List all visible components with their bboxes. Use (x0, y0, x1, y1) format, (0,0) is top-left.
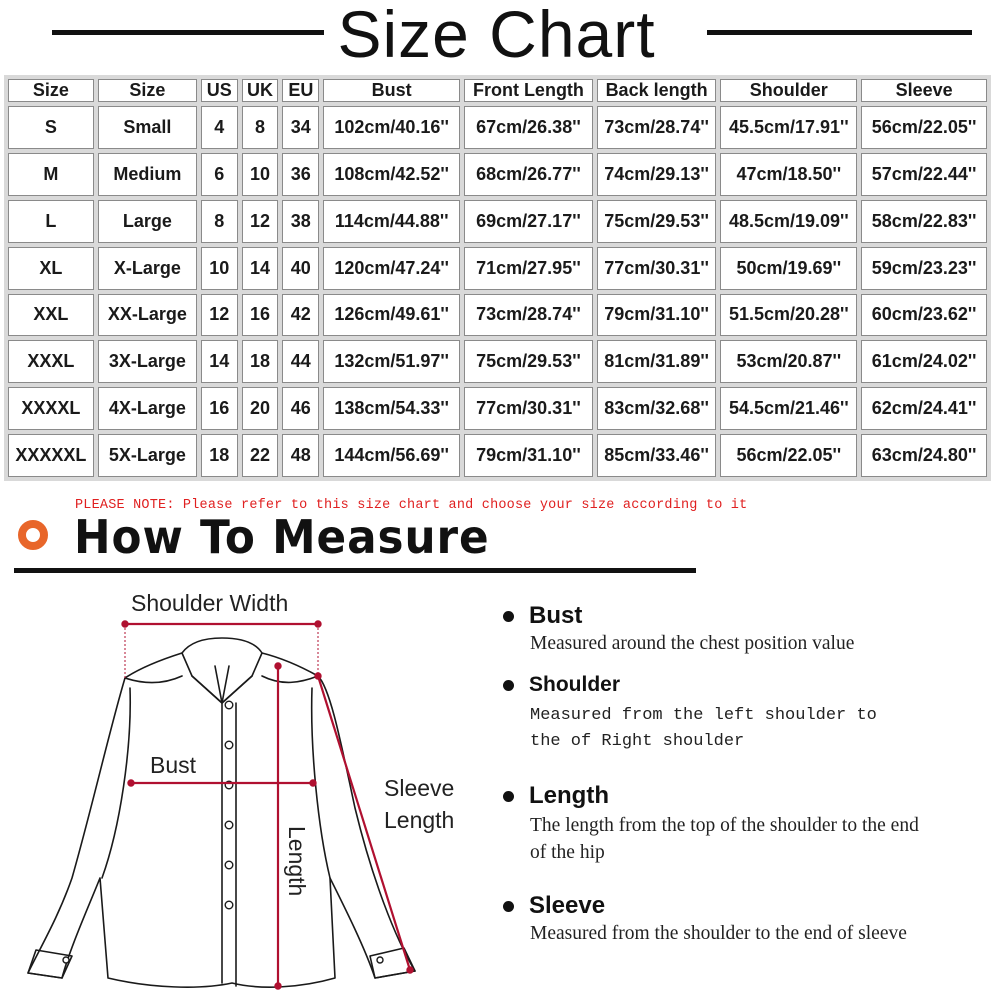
cell-size-name: Medium (98, 153, 197, 196)
cell-front-length: 75cm/29.53'' (464, 340, 593, 383)
cell-uk: 12 (242, 200, 279, 243)
cell-us: 4 (201, 106, 238, 149)
item-heading-text: Length (529, 782, 609, 809)
cell-sleeve: 60cm/23.62'' (861, 294, 987, 337)
cell-eu: 42 (282, 294, 319, 337)
table-row (8, 247, 987, 290)
table-row (8, 340, 987, 383)
cell-eu: 44 (282, 340, 319, 383)
cell-bust: 144cm/56.69'' (323, 434, 460, 477)
table-header-row (8, 79, 987, 102)
item-heading-text: Shoulder (529, 673, 621, 696)
cell-shoulder: 47cm/18.50'' (720, 153, 857, 196)
cell-size-code: XXXL (8, 340, 94, 383)
cell-sleeve: 59cm/23.23'' (861, 247, 987, 290)
cell-front-length: 73cm/28.74'' (464, 294, 593, 337)
item-length-description: The length from the top of the shoulder to the end of the hip (530, 815, 919, 863)
cell-sleeve: 57cm/22.44'' (861, 153, 987, 196)
item-length-heading (503, 782, 609, 810)
cell-bust: 102cm/40.16'' (323, 106, 460, 149)
cell-shoulder: 45.5cm/17.91'' (720, 106, 857, 149)
button-1 (225, 701, 233, 709)
table-row (8, 153, 987, 196)
how-to-measure-rule (14, 568, 696, 573)
cell-uk: 10 (242, 153, 279, 196)
header-sleeve: Sleeve (861, 79, 987, 102)
cell-back-length: 85cm/33.46'' (597, 434, 717, 477)
cell-back-length: 83cm/32.68'' (597, 387, 717, 430)
cell-back-length: 73cm/28.74'' (597, 106, 717, 149)
header-shoulder: Shoulder (720, 79, 857, 102)
cell-size-code: XXXXXL (8, 434, 94, 477)
cell-sleeve: 58cm/22.83'' (861, 200, 987, 243)
cell-back-length: 75cm/29.53'' (597, 200, 717, 243)
cell-size-name: Small (98, 106, 197, 149)
cell-back-length: 81cm/31.89'' (597, 340, 717, 383)
bullet-dot (503, 680, 514, 691)
button-4 (225, 821, 233, 829)
cell-bust: 120cm/47.24'' (323, 247, 460, 290)
label-sleeve-line2: Length (384, 807, 455, 833)
cell-shoulder: 48.5cm/19.09'' (720, 200, 857, 243)
cell-sleeve: 56cm/22.05'' (861, 106, 987, 149)
cell-size-code: S (8, 106, 94, 149)
shirt-measure-diagram (0, 578, 480, 991)
table-row (8, 106, 987, 149)
page-title: Size Chart (337, 0, 656, 71)
cell-size-name: X-Large (98, 247, 197, 290)
title-rule-right (707, 30, 972, 35)
cell-size-name: XX-Large (98, 294, 197, 337)
size-table (4, 75, 991, 481)
item-bust-heading (503, 602, 582, 630)
header-us: US (201, 79, 238, 102)
cell-uk: 20 (242, 387, 279, 430)
cell-us: 16 (201, 387, 238, 430)
cell-size-code: XXL (8, 294, 94, 337)
header-size-name: Size (98, 79, 197, 102)
cell-eu: 40 (282, 247, 319, 290)
cell-sleeve: 61cm/24.02'' (861, 340, 987, 383)
table-row (8, 434, 987, 477)
header-bust: Bust (323, 79, 460, 102)
cell-shoulder: 53cm/20.87'' (720, 340, 857, 383)
button-6 (225, 901, 233, 909)
item-bust-description: Measured around the chest position value (530, 633, 855, 654)
cell-us: 8 (201, 200, 238, 243)
item-sleeve-heading (503, 892, 605, 920)
cell-front-length: 67cm/26.38'' (464, 106, 593, 149)
cell-us: 6 (201, 153, 238, 196)
cell-shoulder: 54.5cm/21.46'' (720, 387, 857, 430)
cell-uk: 14 (242, 247, 279, 290)
cell-eu: 46 (282, 387, 319, 430)
cell-bust: 138cm/54.33'' (323, 387, 460, 430)
cell-us: 18 (201, 434, 238, 477)
label-shoulder-width: Shoulder Width (131, 590, 289, 616)
cell-eu: 48 (282, 434, 319, 477)
cell-size-code: XXXXL (8, 387, 94, 430)
cell-size-code: L (8, 200, 94, 243)
cell-front-length: 79cm/31.10'' (464, 434, 593, 477)
cell-uk: 16 (242, 294, 279, 337)
item-sleeve-description: Measured from the shoulder to the end of sleeve (530, 923, 907, 944)
cell-front-length: 69cm/27.17'' (464, 200, 593, 243)
cell-size-name: 3X-Large (98, 340, 197, 383)
table-row (8, 200, 987, 243)
cell-uk: 8 (242, 106, 279, 149)
cell-shoulder: 50cm/19.69'' (720, 247, 857, 290)
cell-bust: 108cm/42.52'' (323, 153, 460, 196)
header-size-code: Size (8, 79, 94, 102)
bullet-dot (503, 611, 514, 622)
cuff-button-right (377, 957, 383, 963)
orange-ring-icon (18, 520, 48, 550)
cell-size-code: XL (8, 247, 94, 290)
cell-front-length: 71cm/27.95'' (464, 247, 593, 290)
cell-uk: 18 (242, 340, 279, 383)
cell-us: 10 (201, 247, 238, 290)
cell-bust: 126cm/49.61'' (323, 294, 460, 337)
cell-front-length: 77cm/30.31'' (464, 387, 593, 430)
item-shoulder-description: Measured from the left shoulder to the of Right shoulder (530, 706, 877, 751)
cell-uk: 22 (242, 434, 279, 477)
label-sleeve-line1: Sleeve (384, 775, 455, 801)
cell-us: 14 (201, 340, 238, 383)
item-heading-text: Bust (529, 602, 583, 629)
cell-shoulder: 56cm/22.05'' (720, 434, 857, 477)
how-to-measure-title: How To Measure (74, 510, 490, 564)
cell-size-name: Large (98, 200, 197, 243)
cell-front-length: 68cm/26.77'' (464, 153, 593, 196)
label-length: Length (284, 826, 310, 897)
cell-size-name: 4X-Large (98, 387, 197, 430)
header-uk: UK (242, 79, 279, 102)
label-bust: Bust (150, 752, 197, 778)
cell-back-length: 74cm/29.13'' (597, 153, 717, 196)
header-eu: EU (282, 79, 319, 102)
header-back-length: Back length (597, 79, 717, 102)
cell-eu: 36 (282, 153, 319, 196)
header-front-length: Front Length (464, 79, 593, 102)
cell-back-length: 79cm/31.10'' (597, 294, 717, 337)
cell-size-code: M (8, 153, 94, 196)
button-5 (225, 861, 233, 869)
table-row (8, 294, 987, 337)
cell-back-length: 77cm/30.31'' (597, 247, 717, 290)
cell-bust: 114cm/44.88'' (323, 200, 460, 243)
button-2 (225, 741, 233, 749)
cell-shoulder: 51.5cm/20.28'' (720, 294, 857, 337)
item-shoulder-heading (503, 673, 620, 697)
item-heading-text: Sleeve (529, 892, 606, 919)
cuff-button-left (63, 957, 69, 963)
cell-eu: 34 (282, 106, 319, 149)
cell-us: 12 (201, 294, 238, 337)
collar (182, 638, 262, 703)
table-row (8, 387, 987, 430)
bullet-dot (503, 901, 514, 912)
bullet-dot (503, 791, 514, 802)
table-body (8, 106, 987, 477)
cell-size-name: 5X-Large (98, 434, 197, 477)
cell-eu: 38 (282, 200, 319, 243)
cell-sleeve: 63cm/24.80'' (861, 434, 987, 477)
please-note: PLEASE NOTE: Please refer to this size chart and choose your size according to it (75, 498, 748, 513)
cell-sleeve: 62cm/24.41'' (861, 387, 987, 430)
cell-bust: 132cm/51.97'' (323, 340, 460, 383)
